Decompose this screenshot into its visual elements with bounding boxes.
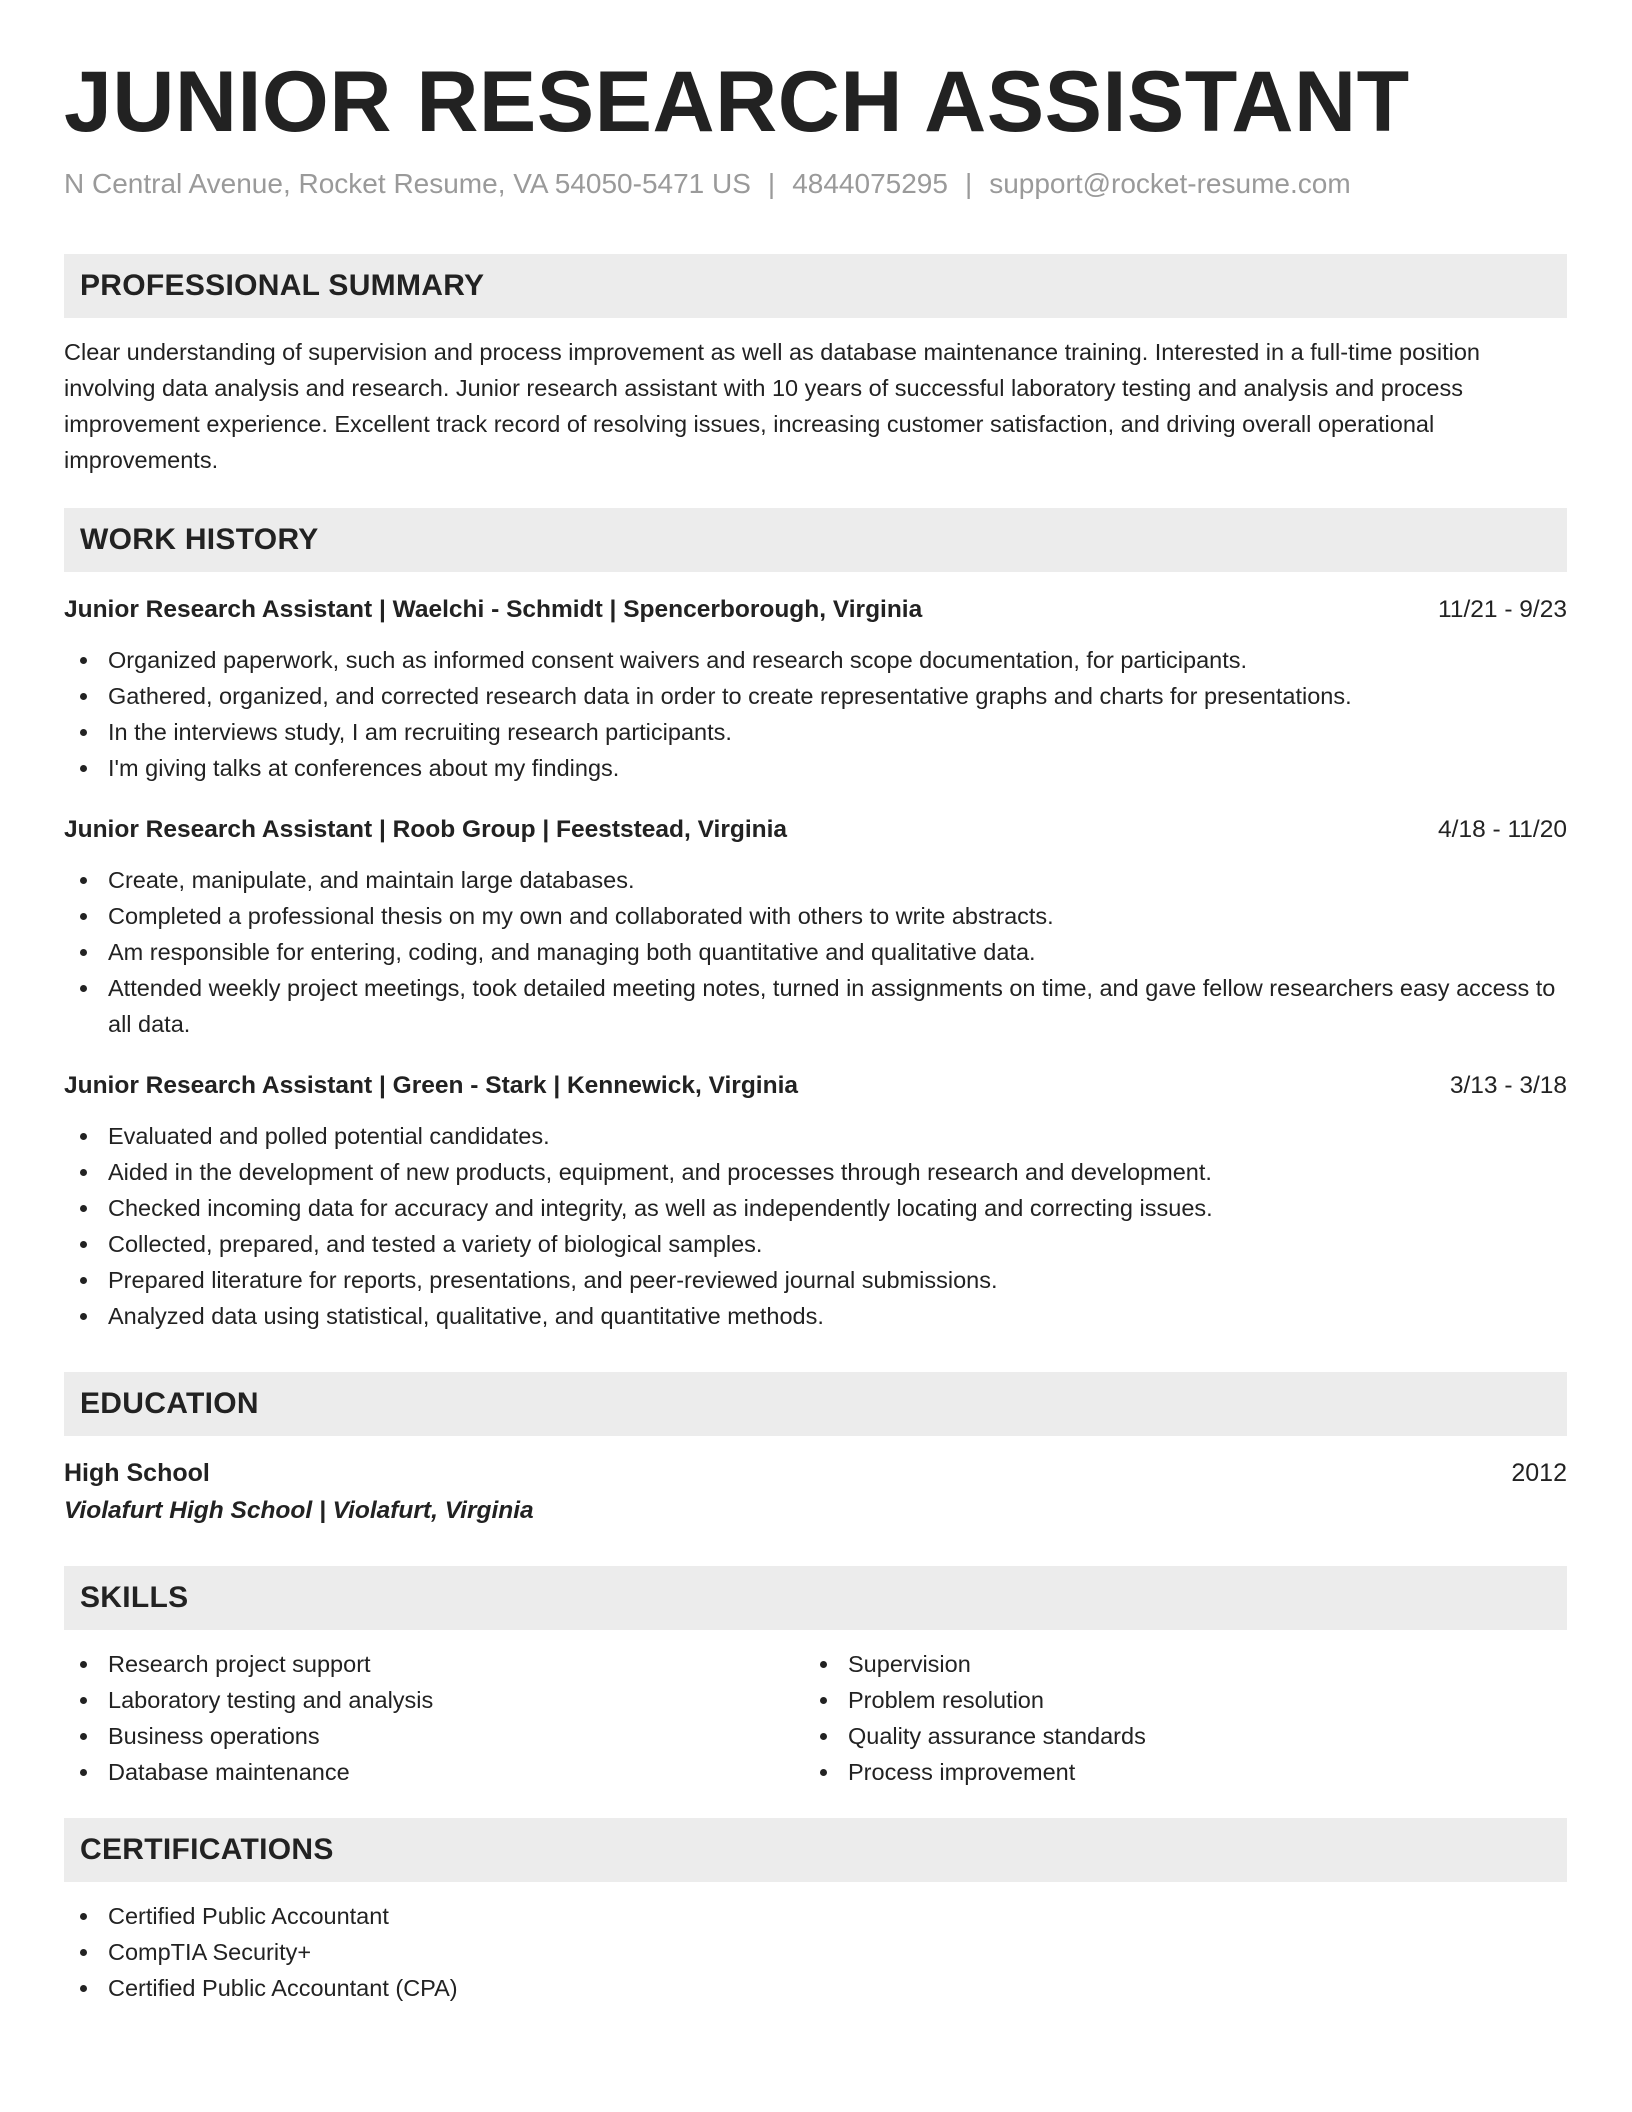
job-dates: 4/18 - 11/20: [1438, 816, 1567, 843]
job-header: [64, 592, 1567, 628]
contact-line: [64, 166, 1567, 202]
summary-text: Clear understanding of supervision and process improvement as well as database maintenance training. Interested in a full-time position involving data analysis and research. Junior research assistant with 10 years of successful laboratory testing and analysis and process improvement experience. Excellent track record of resolving issues, increasing customer satisfaction, and driving overall operational improvements.: [64, 339, 1481, 473]
skills-list: [804, 1646, 1544, 1790]
skill-item: Process improvement: [804, 1754, 1544, 1790]
job-bullets: [64, 1118, 1567, 1334]
job-title: Junior Research Assistant | Green - Stark | Kennewick, Virginia: [64, 1072, 798, 1099]
job-bullet: Gathered, organized, and corrected research data in order to create representative graphs and charts for presentations.: [64, 678, 1567, 714]
job-bullets: [64, 642, 1567, 786]
job-bullet: Am responsible for entering, coding, and managing both quantitative and qualitative data.: [64, 934, 1567, 970]
certification-item: CompTIA Security+: [64, 1934, 1567, 1970]
education-degree: High School: [64, 1459, 210, 1487]
job-bullet: Attended weekly project meetings, took detailed meeting notes, turned in assignments on time, and gave fellow researchers easy access to all data.: [64, 970, 1567, 1042]
certification-item: Certified Public Accountant: [64, 1898, 1567, 1934]
job-header: [64, 1068, 1567, 1104]
contact-phone: 4844075295: [792, 168, 948, 199]
resume-name: JUNIOR RESEARCH ASSISTANT: [64, 54, 1410, 150]
section-header-skills: SKILLS: [64, 1566, 1567, 1630]
job-title: Junior Research Assistant | Roob Group | Feeststead, Virginia: [64, 816, 788, 843]
certifications-list: [64, 1898, 1567, 2006]
skills-list: [64, 1646, 804, 1790]
skill-item: Supervision: [804, 1646, 1544, 1682]
contact-email: support@rocket-resume.com: [989, 168, 1351, 199]
certification-item: Certified Public Accountant (CPA): [64, 1970, 1567, 2006]
skill-item: Quality assurance standards: [804, 1718, 1544, 1754]
skill-item: Research project support: [64, 1646, 804, 1682]
skill-item: Problem resolution: [804, 1682, 1544, 1718]
job-bullet: In the interviews study, I am recruiting research participants.: [64, 714, 1567, 750]
job-entry: [64, 812, 1567, 1042]
education-school: Violafurt High School | Violafurt, Virginia: [64, 1497, 534, 1524]
education-header: [64, 1454, 1567, 1492]
section-header-certifications: CERTIFICATIONS: [64, 1818, 1567, 1882]
job-bullet: Evaluated and polled potential candidates.: [64, 1118, 1567, 1154]
job-bullet: I'm giving talks at conferences about my findings.: [64, 750, 1567, 786]
section-header-summary: PROFESSIONAL SUMMARY: [64, 254, 1567, 318]
skill-item: Laboratory testing and analysis: [64, 1682, 804, 1718]
job-bullet: Completed a professional thesis on my own and collaborated with others to write abstracts.: [64, 898, 1567, 934]
job-bullet: Collected, prepared, and tested a variety of biological samples.: [64, 1226, 1567, 1262]
job-entry: [64, 1068, 1567, 1334]
section-header-education: EDUCATION: [64, 1372, 1567, 1436]
contact-separator: |: [964, 168, 973, 199]
job-bullet: Organized paperwork, such as informed consent waivers and research scope documentation, for participants.: [64, 642, 1567, 678]
skill-item: Business operations: [64, 1718, 804, 1754]
section-header-work-history: WORK HISTORY: [64, 508, 1567, 572]
job-bullet: Analyzed data using statistical, qualitative, and quantitative methods.: [64, 1298, 1567, 1334]
job-title: Junior Research Assistant | Waelchi - Schmidt | Spencerborough, Virginia: [64, 596, 923, 623]
job-bullet: Aided in the development of new products, equipment, and processes through research and development.: [64, 1154, 1567, 1190]
job-bullets: [64, 862, 1567, 1042]
contact-separator: |: [767, 168, 776, 199]
education-year: 2012: [1511, 1459, 1567, 1487]
job-entry: [64, 592, 1567, 786]
skills-column-left: [64, 1646, 804, 1790]
skills-grid: [64, 1646, 1567, 1790]
contact-address: N Central Avenue, Rocket Resume, VA 54050-5471 US: [64, 168, 751, 199]
job-header: [64, 812, 1567, 848]
job-bullet: Prepared literature for reports, presentations, and peer-reviewed journal submissions.: [64, 1262, 1567, 1298]
job-dates: 11/21 - 9/23: [1438, 596, 1567, 623]
education-entry: [64, 1454, 1567, 1530]
job-dates: 3/13 - 3/18: [1449, 1072, 1567, 1099]
skills-column-right: [804, 1646, 1544, 1790]
job-bullet: Create, manipulate, and maintain large databases.: [64, 862, 1567, 898]
job-bullet: Checked incoming data for accuracy and integrity, as well as independently locating and correcting issues.: [64, 1190, 1567, 1226]
skill-item: Database maintenance: [64, 1754, 804, 1790]
